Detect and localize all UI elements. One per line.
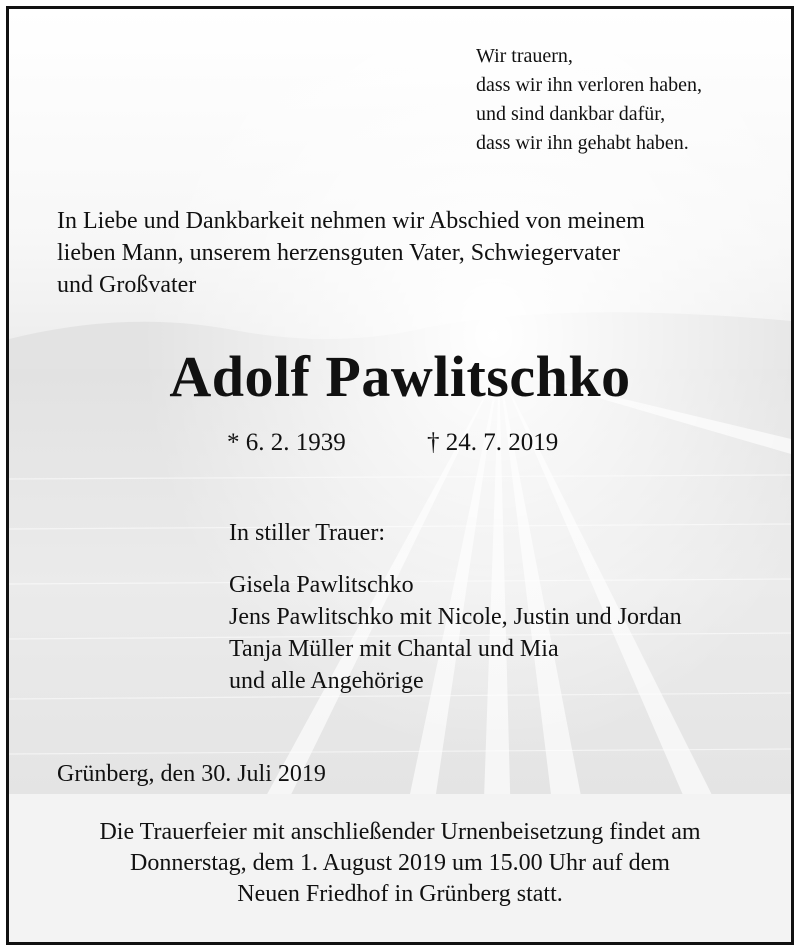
mourner-name: Jens Pawlitschko mit Nicole, Justin und Jordan bbox=[229, 604, 682, 630]
mourner-name: Gisela Pawlitschko bbox=[229, 572, 414, 598]
death-date: † 24. 7. 2019 bbox=[427, 429, 559, 456]
intro-line: und Großvater bbox=[57, 272, 197, 298]
ceremony-line: Neuen Friedhof in Grünberg statt. bbox=[237, 881, 563, 907]
mourners-block bbox=[229, 517, 682, 697]
intro-line: lieben Mann, unserem herzensguten Vater, Schwiegervater bbox=[57, 240, 621, 266]
birth-date: * 6. 2. 1939 bbox=[227, 429, 346, 456]
intro-line: In Liebe und Dankbarkeit nehmen wir Abschied von meinem bbox=[57, 208, 645, 234]
place-and-date: Grünberg, den 30. Juli 2019 bbox=[57, 761, 326, 787]
poem-line: und sind dankbar dafür, bbox=[476, 103, 666, 125]
poem-verse bbox=[476, 42, 702, 158]
mourner-name: und alle Angehörige bbox=[229, 668, 424, 694]
poem-line: dass wir ihn verloren haben, bbox=[476, 74, 703, 96]
ceremony-line: Die Trauerfeier mit anschließender Urnenbeisetzung findet am bbox=[99, 819, 701, 845]
poem-line: Wir trauern, bbox=[476, 45, 573, 67]
obituary-notice bbox=[6, 6, 794, 945]
deceased-name: Adolf Pawlitschko bbox=[169, 344, 631, 409]
farewell-intro bbox=[57, 205, 645, 301]
funeral-ceremony-info bbox=[9, 817, 791, 910]
ceremony-line: Donnerstag, dem 1. August 2019 um 15.00 Uhr auf dem bbox=[130, 850, 670, 876]
poem-line: dass wir ihn gehabt haben. bbox=[476, 132, 689, 154]
mourner-name: Tanja Müller mit Chantal und Mia bbox=[229, 636, 559, 662]
mourners-heading: In stiller Trauer: bbox=[229, 520, 385, 546]
